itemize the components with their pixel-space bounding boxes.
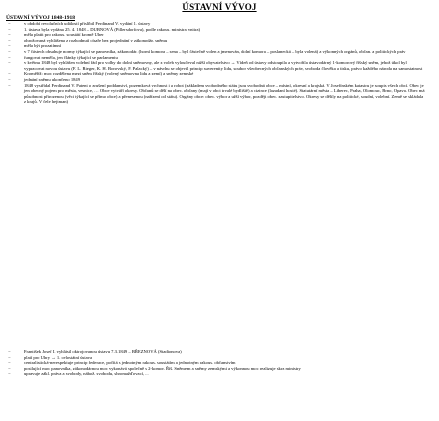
list-item: − jednání sněmu ukončeno 1849	[0, 77, 439, 83]
section-heading: ÚSTAVNÍ VÝVOJ 1848-1918	[6, 15, 75, 21]
list-item: − měla platit pro rakous. soustátí kromě Uher	[0, 32, 439, 38]
list-item: − fungovat neměla, jen články týkající se parlamentu	[0, 55, 439, 61]
list-item: − měla být prozatímní	[0, 43, 439, 49]
list-item: − v období revolučních událostí přislíbil Ferdinand V. vydání 1. ústavy	[0, 21, 439, 27]
list-item: − v 7 částech obsahuje normy týkající se panovníka, zákonodár. (horní komora – sena – byl částečně volen a jmenován, dolní komora – poslanecká – byla volená) a výkonných orgánů, občan. a politických práv	[0, 49, 439, 55]
page-title: ÚSTAVNÍ VÝVOJ	[182, 2, 257, 12]
list-item: − František Josef I. vyhlásil oktrojovanou ústavu 7.3.1849 – BŘEZNOVÁ (Stadionova)	[0, 349, 439, 355]
list-item: − ohrožovaná vyhlášena z rozhodnutí císaře bez projednání v zákonodár. sněmu	[0, 38, 439, 44]
list-item: − 1. ústava byla vydána 25. 4. 1848 – DUBNOVÁ (Pillersdorfova), podle rakous. ministra vnitra)	[0, 27, 439, 33]
list-item: − v květnu 1848 byl vyhlášen volební řád pro volby do dolní sněmovny, ale z voleb vyloučeval nižší obyvatelstvo → Vídeň od ústavy odstoupila a vytvořila ústavodárný 1-komorový říšský sněm, jehož úkol byl vypracovat novou ústavu (F. L. Rieger, K. H. Borovský, F. Palacký) – v návrhu se objevil princip suverenity lidu, soubor všeobecných občanských práv, svoboda člověka a tisku, právo každého národa na samostatnost	[0, 60, 439, 71]
list-item: − upravuje zákl. práva a svobody, nábož. svobodu, shromažďovací, ...	[0, 371, 439, 377]
list-item: − 1848 vystřídal Ferdinand V. Patent o zrušení poddanství, pozemková vrchnost i a robot (základem svobodného státu jsou svobodná obce – místní, okresní a krajská. V Josefínském katastru je soupis všech obcí. Obec je jen obecný pojem pro města, vesnice, … Obce vytváří okresy. Občanů se dělí na obec. občany (mají v obci trvalé bydliště) a cizince (lazadaní hosté). Statutární města – Liberec, Praha, Olomouc, Brno, Opava. Obec má působnost přirozenou (věci týkající se přímo obce) a přenesenou (nařízení od státu). Orgány obce: obec. výbor a užší výbor, později obec. zastupitelstvo. Okresy se dělily na politické, soudní, volební. Země se skládala z krajů. V čele hejtman)	[0, 83, 439, 105]
list-item: − centralistická-nerespektuje princip federace, počítá s jednotným rakous. soustátím a jednotným rakous. občanstvím	[0, 360, 439, 366]
bullet-list-1849	[0, 349, 439, 377]
list-item: − posilující moc panovníka, zákonodárnou moc vykonává společně s 2-komor. Říš. Sněmem a sněmy zemskými a výkonnou moc realizuje skrz ministry	[0, 366, 439, 372]
list-item: − Kroměříž: moc rozdělena mezi sněm říšský (volený sněmovna lidu a zemí) a sněmy zemské	[0, 71, 439, 77]
list-item: − platí pro Uhry → 1. celostátní ústava	[0, 355, 439, 361]
bullet-list-1848	[0, 21, 439, 105]
